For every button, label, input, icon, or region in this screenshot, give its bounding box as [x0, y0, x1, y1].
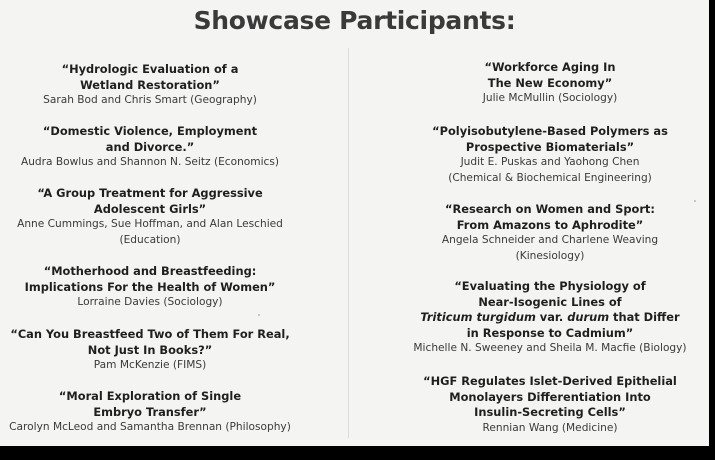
entry-authors: Michelle N. Sweeney and Sheila M. Macfie (Biology)	[413, 342, 687, 355]
entry-authors: (Education)	[119, 233, 181, 246]
entry-title-line: Prospective Biomaterials”	[465, 139, 635, 154]
entry-title-line: Embryo Transfer”	[93, 404, 207, 419]
page-title: Showcase Participants:	[193, 6, 516, 35]
entry-authors: Julie McMullin (Sociology)	[482, 92, 618, 105]
print-speck	[258, 314, 260, 316]
entry-title-line: “Can You Breastfeed Two of Them For Real,	[10, 327, 290, 341]
variety-name: durum	[567, 310, 610, 325]
entry-title-line: “Workforce Aging In	[484, 60, 616, 74]
entry-authors: Lorraine Davies (Sociology)	[77, 296, 223, 309]
entry-authors: Angela Schneider and Charlene Weaving	[441, 234, 659, 247]
participant-entry	[400, 60, 700, 107]
entry-authors: Audra Bowlus and Shannon N. Seitz (Economics)	[20, 156, 280, 169]
scan-border	[0, 446, 715, 460]
participant-entry	[0, 389, 300, 436]
entry-title-line: Not Just In Books?”	[87, 342, 213, 357]
entry-title-line: Implications For the Health of Women”	[24, 279, 276, 294]
entry-authors: Pam McKenzie (FIMS)	[93, 359, 207, 372]
participant-entry	[0, 264, 300, 311]
participant-entry	[0, 62, 300, 109]
entry-authors: Rennian Wang (Medicine)	[482, 421, 618, 434]
entry-authors: Anne Cummings, Sue Hoffman, and Alan Leschied	[17, 218, 283, 231]
entry-title-line: Monolayers Differentiation Into	[449, 389, 651, 404]
participant-entry	[400, 374, 700, 436]
entry-title-line: “Moral Exploration of Single	[58, 389, 242, 403]
entry-title-line: Wetland Restoration”	[80, 77, 220, 92]
participant-entry	[0, 327, 300, 374]
entry-title-line: “Hydrologic Evaluation of a	[61, 62, 239, 76]
entry-title-line: “Evaluating the Physiology of	[454, 279, 646, 293]
entry-authors: (Kinesiology)	[515, 249, 585, 262]
participant-entry	[0, 124, 300, 171]
entry-title-line: “Research on Women and Sport:	[445, 202, 655, 216]
center-fold-divider	[348, 48, 349, 438]
entry-title-line: Adolescent Girls”	[93, 201, 207, 216]
participant-entry	[400, 202, 700, 264]
entry-title-line: “Domestic Violence, Employment	[42, 124, 258, 138]
participant-entry	[400, 124, 700, 186]
title-fragment: that Differ	[609, 310, 680, 325]
entry-title-line: “HGF Regulates Islet-Derived Epithelial	[423, 374, 677, 388]
entry-title-line: “A Group Treatment for Aggressive	[37, 186, 263, 200]
entry-title-line	[400, 310, 700, 326]
entry-title-line: “Motherhood and Breastfeeding:	[43, 264, 257, 278]
entry-authors: Sarah Bod and Chris Smart (Geography)	[43, 94, 257, 107]
entry-title-line: and Divorce.”	[105, 139, 195, 154]
entry-authors: Carolyn McLeod and Samantha Brennan (Philosophy)	[9, 421, 291, 434]
entry-authors: (Chemical & Biochemical Engineering)	[448, 171, 652, 184]
entry-title-line: From Amazons to Aphrodite”	[456, 217, 644, 232]
entry-title-line: Near-Isogenic Lines of	[478, 294, 622, 309]
participant-entry	[400, 279, 700, 357]
entry-title-line: The New Economy”	[487, 75, 613, 90]
entry-title-line: Insulin-Secreting Cells”	[474, 405, 626, 420]
title-fragment: var.	[535, 310, 568, 325]
entry-authors: Judit E. Puskas and Yaohong Chen	[460, 156, 640, 169]
entry-title-line: “Polyisobutylene-Based Polymers as	[432, 124, 668, 138]
entry-title-line: in Response to Cadmium”	[466, 325, 634, 340]
species-name: Triticum turgidum	[420, 310, 536, 325]
print-speck	[694, 200, 696, 202]
participant-entry	[0, 186, 300, 248]
